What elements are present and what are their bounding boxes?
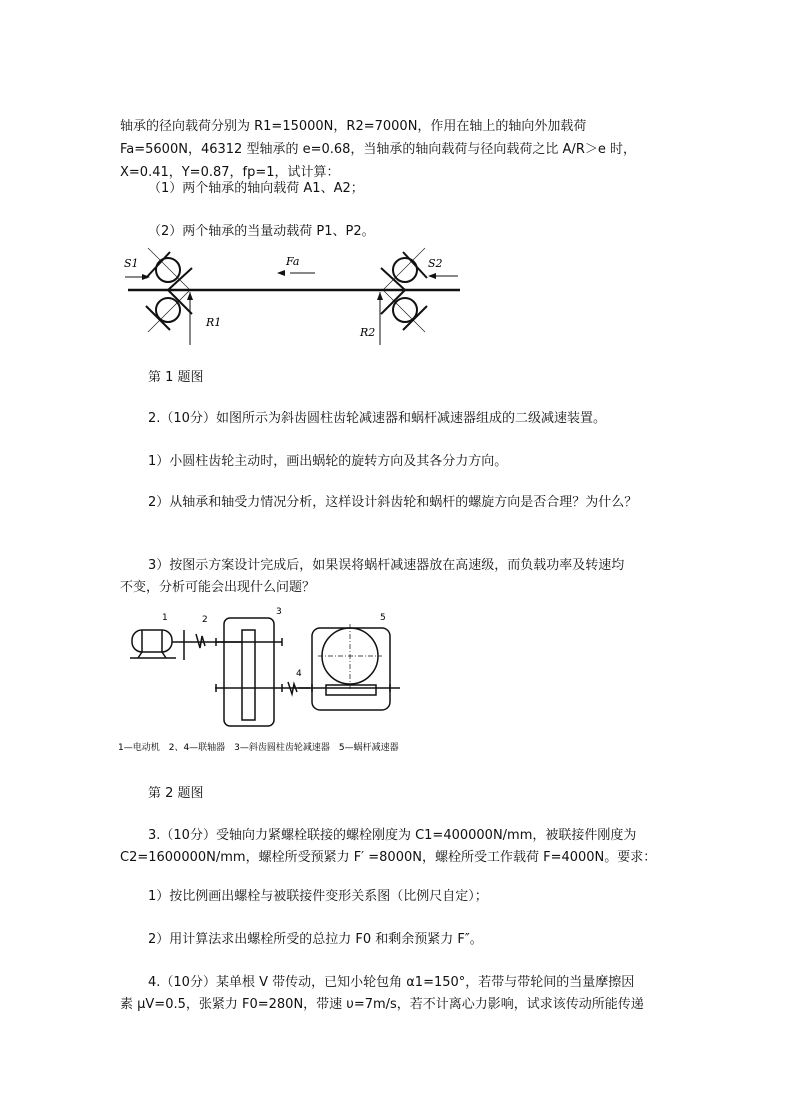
figure1-caption: 第 1 题图 [148,370,204,385]
label-r1: R1 [206,316,222,329]
figure2-legend: 1—电动机 2、4—联轴器 3—斜齿圆柱齿轮减速器 5—蜗杆减速器 [118,743,399,753]
q1-sub1: （1）两个轴承的轴向载荷 A1、A2； [148,181,364,196]
figure2-caption: 第 2 题图 [148,786,204,801]
label-s1: S1 [124,257,139,270]
fig-number-2: 2 [202,615,208,625]
q1-text-line: Fa=5600N，46312 型轴承的 e=0.68，当轴承的轴向载荷与径向载荷之比 A/R＞e 时， [120,142,636,157]
q1-text-line: X=0.41，Y=0.87，fp=1，试计算： [120,165,340,180]
label-r2: R2 [360,326,376,339]
bearing-diagram [110,240,470,350]
fig-number-3: 3 [276,607,282,617]
fig-number-4: 4 [296,669,302,679]
q2-title: 2.（10分）如图所示为斜齿圆柱齿轮减速器和蜗杆减速器组成的二级减速装置。 [148,411,606,426]
q2-sub3-line: 3）按图示方案设计完成后，如果误将蜗杆减速器放在高速级，而负载功率及转速均 [148,558,625,573]
fig-number-5: 5 [380,613,386,623]
q3-text-line: 3.（10分）受轴向力紧螺栓联接的螺栓刚度为 C1=400000N/mm，被联接件刚度为 [148,828,637,843]
q3-text-line: C2=1600000N/mm，螺栓所受预紧力 F′ =8000N，螺栓所受工作载荷 F=4000N。要求： [120,850,657,865]
gearbox-diagram [110,600,440,760]
label-fa: Fa [286,255,300,268]
q3-sub1: 1）按比例画出螺栓与被联接件变形关系图（比例尺自定）； [148,889,488,904]
q4-text-line: 素 μV=0.5，张紧力 F0=280N，带速 υ=7m/s，若不计离心力影响，试求该传动所能传递 [120,997,644,1012]
q2-sub3-line: 不变，分析可能会出现什么问题？ [120,580,316,595]
fig-number-1: 1 [162,613,168,623]
label-s2: S2 [428,257,443,270]
q1-text-line: 轴承的径向载荷分别为 R1=15000N，R2=7000N，作用在轴上的轴向外加载荷 [120,119,587,134]
q4-text-line: 4.（10分）某单根 V 带传动，已知小轮包角 α1=150°，若带与带轮间的当量摩擦因 [148,975,635,990]
q3-sub2: 2）用计算法求出螺栓所受的总拉力 F0 和剩余预紧力 F″。 [148,932,483,947]
q2-sub1: 1）小圆柱齿轮主动时，画出蜗轮的旋转方向及其各分力方向。 [148,454,508,469]
q2-sub2: 2）从轴承和轴受力情况分析，这样设计斜齿轮和蜗杆的螺旋方向是否合理？为什么？ [148,495,638,510]
q1-sub2: （2）两个轴承的当量动载荷 P1、P2。 [148,224,375,239]
